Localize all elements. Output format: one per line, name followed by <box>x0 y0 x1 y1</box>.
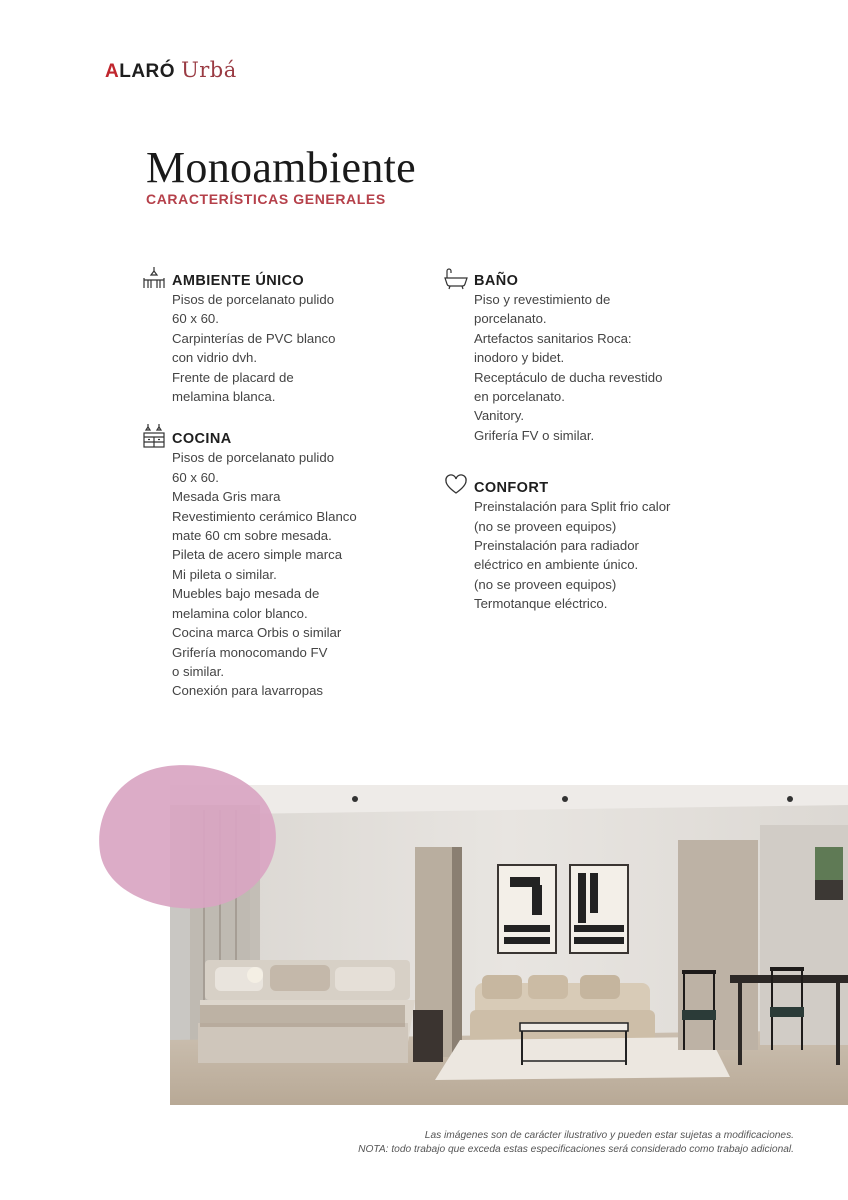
list-item: eléctrico en ambiente único. <box>474 557 639 573</box>
list-item: (no se proveen equipos) <box>474 576 617 592</box>
disclaimer-note: NOTA: todo trabajo que exceda estas especificaciones será considerado como trabajo adicional. <box>358 1144 794 1155</box>
logo-accent-letter: A <box>105 61 120 82</box>
list-item: Artefactos sanitarios Roca: <box>474 330 632 346</box>
list-item: Pisos de porcelanato pulido <box>172 292 335 307</box>
feature-list <box>142 448 422 700</box>
list-item: con vidrio dvh. <box>172 350 258 366</box>
list-item: Pisos de porcelanato pulido <box>172 450 335 466</box>
brand-logo <box>105 58 237 83</box>
list-item: (no se proveen equipos) <box>474 518 617 534</box>
list-item: melamina blanca. <box>172 389 276 405</box>
list-item: Termotanque eléctrico. <box>474 596 608 612</box>
list-item: Grifería monocomando FV <box>172 644 328 660</box>
features-right-column <box>444 262 714 628</box>
list-item: o similar. <box>172 663 225 679</box>
list-item: inodoro y bidet. <box>474 350 565 366</box>
list-item: 60 x 60. <box>172 469 219 485</box>
feature-list <box>444 290 714 445</box>
list-item: Piso y revestimiento de <box>474 292 611 307</box>
disclaimer-line: Las imágenes son de carácter ilustrativo y pueden estar sujetas a modificaciones. <box>424 1130 794 1141</box>
list-item: Frente de placard de <box>172 369 294 385</box>
list-item: porcelanato. <box>474 311 547 327</box>
page-subtitle: CARACTERÍSTICAS GENERALES <box>146 191 386 207</box>
feature-list <box>142 290 422 406</box>
list-item: Preinstalación para radiador <box>474 538 639 554</box>
list-item: Muebles bajo mesada de <box>172 586 320 602</box>
list-item: Grifería FV o similar. <box>474 427 595 443</box>
logo-brand-rest: LARÓ <box>119 61 176 82</box>
list-item: Receptáculo de ducha revestido <box>474 369 663 385</box>
section-title: CONFORT <box>474 480 549 497</box>
list-item: 60 x 60. <box>172 311 219 327</box>
logo-subbrand: Urbá <box>181 58 237 82</box>
list-item: mate 60 cm sobre mesada. <box>172 528 332 544</box>
list-item: Conexión para lavarropas <box>172 683 324 699</box>
kitchen-icon <box>142 424 166 448</box>
list-item: Pileta de acero simple marca <box>172 547 343 563</box>
section-ambiente-unico <box>142 262 422 406</box>
list-item: melamina color blanco. <box>172 605 308 621</box>
section-header <box>142 420 422 448</box>
section-header <box>444 262 714 290</box>
lamp-furniture-icon <box>142 266 166 290</box>
page-title: Monoambiente <box>146 143 416 192</box>
list-item: Mesada Gris mara <box>172 489 281 505</box>
heart-icon <box>444 473 468 497</box>
logo-brand-name <box>105 61 175 83</box>
list-item: Carpinterías de PVC blanco <box>172 330 336 346</box>
list-item: Vanitory. <box>474 408 525 424</box>
section-header <box>142 262 422 290</box>
footer-disclaimer <box>358 1129 794 1157</box>
section-confort <box>444 469 714 613</box>
list-item: Mi pileta o similar. <box>172 566 277 582</box>
section-title: COCINA <box>172 431 232 448</box>
list-item: en porcelanato. <box>474 389 565 405</box>
feature-list <box>444 497 714 613</box>
section-header <box>444 469 714 497</box>
features-left-column <box>142 262 422 715</box>
list-item: Preinstalación para Split frio calor <box>474 499 671 515</box>
bathtub-icon <box>444 266 468 290</box>
section-title: AMBIENTE ÚNICO <box>172 273 305 289</box>
list-item: Revestimiento cerámico Blanco <box>172 508 357 524</box>
section-cocina <box>142 420 422 700</box>
list-item: Cocina marca Orbis o similar <box>172 625 342 641</box>
section-title: BAÑO <box>474 273 519 289</box>
decorative-pink-blob <box>98 764 278 910</box>
section-bano <box>444 262 714 445</box>
